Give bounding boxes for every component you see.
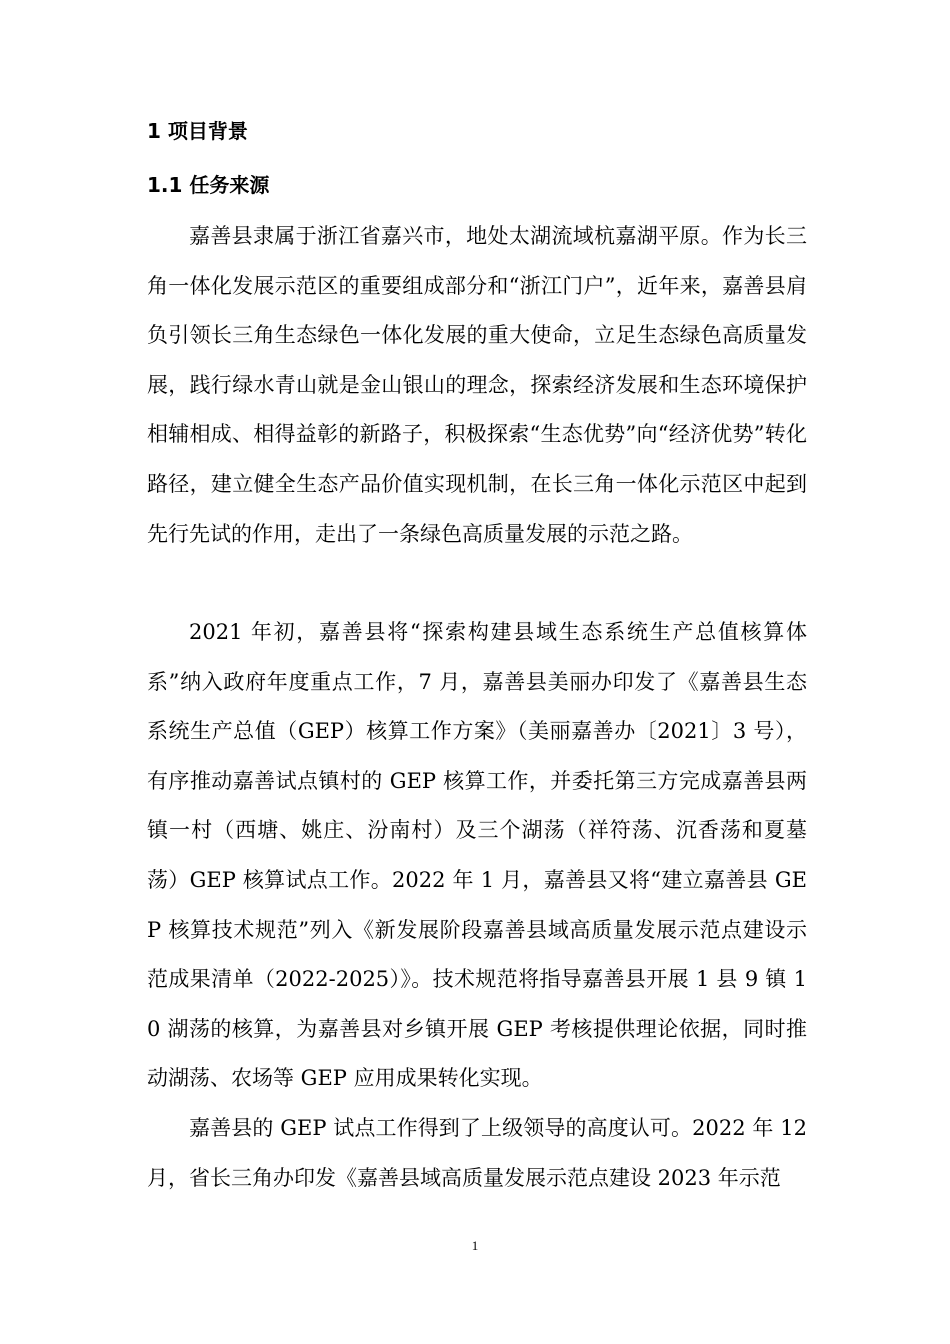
paragraph-block: [147, 1104, 807, 1204]
paragraph-3: 嘉善县的 GEP 试点工作得到了上级领导的高度认可。2022 年 12 月，省长三角办印发《嘉善县域高质量发展示范点建设 2023 年示范: [147, 1116, 807, 1190]
paragraph-2: 2021 年初，嘉善县将“探索构建县域生态系统生产总值核算体系”纳入政府年度重点工作，7 月，嘉善县美丽办印发了《嘉善县生态系统生产总值（GEP）核算工作方案》（美丽嘉善办〔2021〕3 号），有序推动嘉善试点镇村的 GEP 核算工作，并委托第三方完成嘉善县两镇一村（西塘、姚庄、汾南村）及三个湖荡（祥符荡、沉香荡和夏墓荡）GEP 核算试点工作。2022 年 1 月，嘉善县又将“建立嘉善县 GEP 核算技术规范”列入《新发展阶段嘉善县域高质量发展示范点建设示范成果清单（2022-2025）》。技术规范将指导嘉善县开展 1 县 9 镇 10 湖荡的核算，为嘉善县对乡镇开展 GEP 考核提供理论依据，同时推动湖荡、农场等 GEP 应用成果转化实现。: [147, 620, 807, 1091]
subsection-heading: 1.1 任务来源: [147, 173, 270, 197]
paragraph-1: 嘉善县隶属于浙江省嘉兴市，地处太湖流域杭嘉湖平原。作为长三角一体化发展示范区的重要组成部分和“浙江门户”，近年来，嘉善县肩负引领长三角生态绿色一体化发展的重大使命，立足生态绿色高质量发展，践行绿水青山就是金山银山的理念，探索经济发展和生态环境保护相辅相成、相得益彰的新路子，积极探索“生态优势”向“经济优势”转化路径，建立健全生态产品价值实现机制，在长三角一体化示范区中起到先行先试的作用，走出了一条绿色高质量发展的示范之路。: [147, 224, 807, 546]
page-number: 1: [471, 1238, 479, 1253]
paragraph-block: [147, 212, 807, 559]
section-heading: 1 项目背景: [147, 119, 248, 143]
paragraph-block: [147, 608, 807, 1104]
